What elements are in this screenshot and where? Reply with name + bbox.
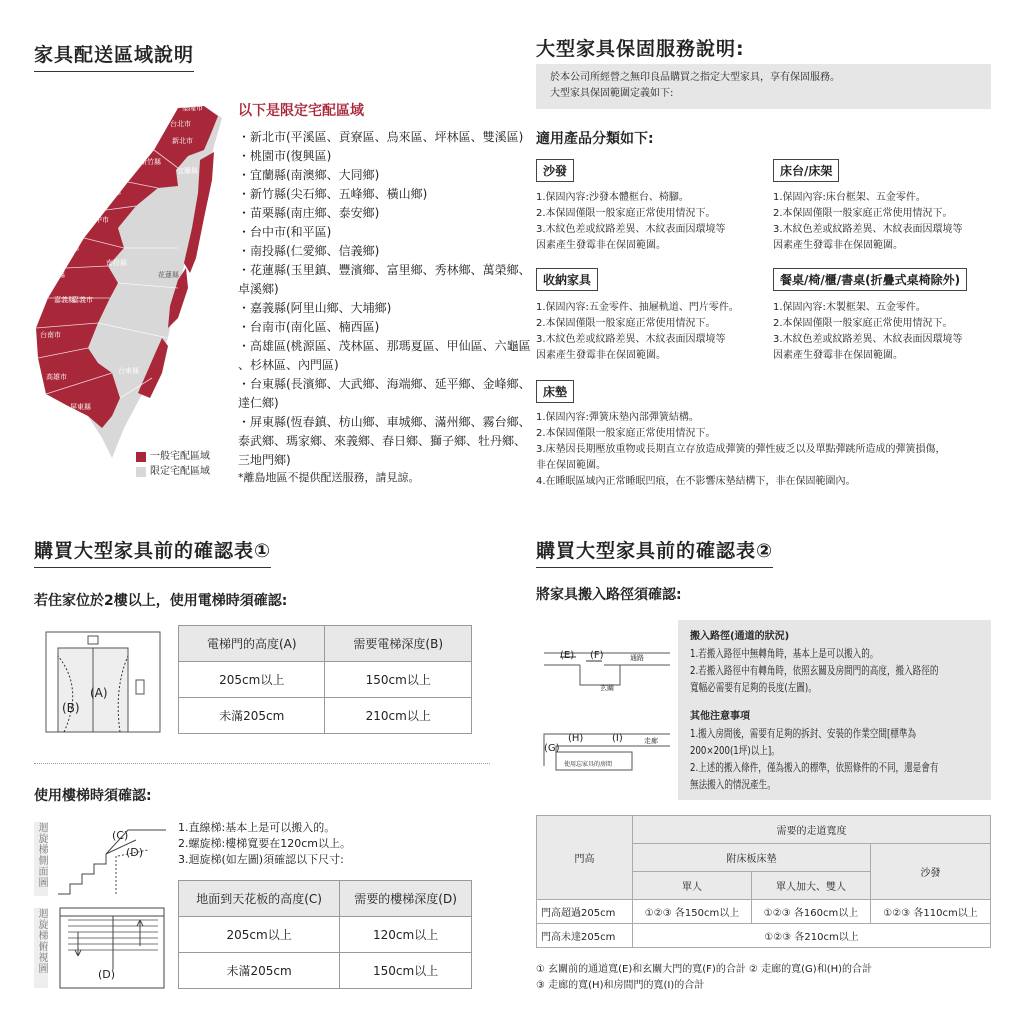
elevator-label-b: (B) (62, 701, 80, 715)
elevator-heading: 若住家位於2樓以上，使用電梯時須確認: (34, 593, 288, 609)
elevator-table-header: 需要電梯深度(B) (325, 626, 472, 662)
warranty-line: 因素產生發霉非在保固範圍。 (773, 350, 903, 361)
single-header: 單人 (633, 872, 752, 900)
path-label-g: (G) (544, 743, 560, 754)
other-notes-title: 其他注意事項 (690, 711, 750, 722)
stairs-table-cell: 120cm以上 (340, 917, 472, 953)
warranty-intro-line: 於本公司所經營之無印良品購買之指定大型家具，享有保固服務。 (550, 72, 840, 83)
elevator-table (178, 625, 472, 734)
warranty-line: 因素產生發霉非在保固範圍。 (536, 350, 666, 361)
stairs-heading: 使用樓梯時須確認: (34, 788, 152, 804)
corridor-cell: ①②③ 各160cm以上 (752, 900, 871, 924)
map-label-changhua: 彰化縣 (58, 244, 79, 252)
delivery-item: 三地門鄉) (238, 453, 291, 467)
map-label-chiayi-county: 嘉義縣 (54, 296, 75, 304)
corridor-footnotes (536, 962, 872, 994)
warranty-line: 4.在睡眠區域內正常睡眠凹痕，在不影響床墊結構下，非在保固範圍內。 (536, 476, 856, 487)
corridor-width-header: 需要的走道寬度 (633, 816, 991, 844)
elevator-label-a: (A) (90, 686, 108, 700)
corridor-footnote: ① 玄關前的通道寬(E)和玄關大門的寬(F)的合計 ② 走廊的寬(G)和(H)的合計 (536, 964, 873, 975)
map-label-newtaipei: 新北市 (172, 137, 193, 145)
map-label-tainan: 台南市 (40, 331, 61, 339)
legend-limited: 限定宅配區域 (150, 466, 210, 477)
stairs-label-d: (D) (126, 846, 144, 859)
path-label-f: (F) (590, 650, 604, 661)
double-header: 單人加大、雙人 (752, 872, 871, 900)
delivery-item: ・屏東縣(恆春鎮、枋山鄉、車城鄉、滿州鄉、霧台鄉、 (238, 415, 531, 429)
door-cell: 門高超過205cm (537, 900, 633, 924)
stairs-side-label-bg (34, 822, 48, 896)
map-label-taipei: 台北市 (170, 120, 191, 128)
stairs-note: 2.螺旋梯:樓梯寬要在120cm以上。 (178, 837, 351, 850)
section-divider (34, 763, 490, 764)
delivery-item: ・高雄區(桃源區、茂林區、那瑪夏區、甲仙區、六龜區 (238, 339, 531, 353)
warranty-line: 因素產生發霉非在保固範圍。 (536, 240, 666, 251)
warranty-intro-box (536, 64, 991, 109)
warranty-line: 3.木紋色差或紋路差異、木紋表面因環境等 (536, 224, 726, 235)
path-label-e: (E) (560, 650, 575, 661)
bed-lines (773, 190, 963, 254)
warranty-line: 2.本保固僅限一般家庭正常使用情況下。 (536, 208, 716, 219)
warranty-line: 1.保固內容:沙發本體框台、椅腳。 (536, 192, 689, 203)
delivery-subtitle: 以下是限定宅配區域 (238, 103, 364, 119)
mattress-header: 附床板床墊 (633, 844, 871, 872)
warranty-line: 2.本保固僅限一般家庭正常使用情況下。 (536, 318, 716, 329)
warranty-line: 2.本保固僅限一般家庭正常使用情況下。 (773, 208, 953, 219)
map-label-chiayi-city: 嘉義市 (72, 296, 93, 304)
map-label-yilan: 宜蘭縣 (177, 167, 198, 175)
corridor-footnote: ③ 走廊的寬(H)和房間門的寬(I)的合計 (536, 980, 705, 991)
warranty-line: 2.本保固僅限一般家庭正常使用情況下。 (773, 318, 953, 329)
checklist1-title: 購買大型家具前的確認表① (34, 536, 271, 568)
warranty-line: 1.保固內容:彈簧床墊內部彈簧結構。 (536, 412, 699, 423)
path-notes-box (678, 620, 991, 800)
corridor-cell: ①②③ 各210cm以上 (633, 924, 991, 948)
delivery-item: ・台中市(和平區) (238, 225, 332, 239)
delivery-item: ・宜蘭縣(南澳鄉、大同鄉) (238, 168, 380, 182)
tag-storage: 收納家具 (536, 268, 598, 291)
warranty-intro-line: 大型家具保固範圍定義如下: (550, 88, 674, 99)
other-note: 200×200(1坪)以上]。 (690, 744, 780, 757)
delivery-item: ・桃園市(復興區) (238, 149, 332, 163)
category-heading: 適用產品分類如下: (536, 131, 654, 147)
warranty-line: 1.保固內容:床台框架、五金零件。 (773, 192, 926, 203)
warranty-line: 3.木紋色差或紋路差異、木紋表面因環境等 (773, 334, 963, 345)
corridor-cell: ①②③ 各150cm以上 (633, 900, 752, 924)
delivery-item: ・台東縣(長濱鄉、大武鄉、海端鄉、延平鄉、金峰鄉、 (238, 377, 531, 391)
stairs-note: 1.直線梯:基本上是可以搬入的。 (178, 821, 336, 834)
delivery-item: ・新北市(平溪區、貢寮區、烏來區、坪林區、雙溪區) (238, 130, 524, 144)
stairs-top-label-d: (D) (98, 968, 116, 981)
tag-mattress: 床墊 (536, 380, 574, 403)
stairs-table (178, 880, 472, 989)
delivery-item: ・台南市(南化區、楠西區) (238, 320, 380, 334)
legend-swatch-general (136, 452, 146, 462)
legend-swatch-limited (136, 467, 146, 477)
stairs-table-cell: 150cm以上 (340, 953, 472, 989)
map-label-taoyuan: 桃園市 (136, 135, 157, 143)
stairs-label-c: (C) (112, 829, 129, 842)
table-lines (773, 300, 963, 364)
warranty-line: 2.本保固僅限一般家庭正常使用情況下。 (536, 428, 716, 439)
map-label-kaohsiung: 高雄市 (46, 373, 67, 381)
stairs-table-header: 地面到天花板的高度(C) (179, 881, 340, 917)
map-label-miaoli: 苗栗縣 (100, 188, 121, 196)
other-note: 無法搬入的情況產生。 (690, 778, 776, 791)
warranty-line: 1.保固內容:五金零件、抽屜軌道、門片零件。 (536, 302, 739, 313)
stairs-side-label: 迴旋梯側面圖 (36, 822, 47, 888)
delivery-note: *離島地區不提供配送服務，請見諒。 (238, 471, 420, 484)
path-heading: 將家具搬入路徑須確認: (536, 587, 682, 603)
stairs-top-label: 迴旋梯俯視圖 (36, 908, 47, 974)
warranty-line: 1.保固內容:木製框架、五金零件。 (773, 302, 926, 313)
storage-lines (536, 300, 739, 364)
corridor-cell: ①②③ 各110cm以上 (871, 900, 991, 924)
map-label-hsinchu-county: 新竹縣 (140, 158, 161, 166)
door-height-header: 門高 (537, 816, 633, 900)
delivery-item: ・新竹縣(尖石鄉、五峰鄉、橫山鄉) (238, 187, 428, 201)
path-note: 1.若搬入路徑中無轉角時，基本上是可以搬入的。 (690, 647, 879, 660)
delivery-item: ・花蓮縣(玉里鎮、豐濱鄉、富里鄉、秀林鄉、萬榮鄉、 (238, 263, 531, 277)
stairs-notes (178, 820, 351, 868)
delivery-list (238, 128, 531, 470)
tag-table: 餐桌/椅/櫃/書桌(折疊式桌椅除外) (773, 268, 967, 291)
door-cell: 門高未達205cm (537, 924, 633, 948)
map-label-yunlin: 雲林縣 (44, 271, 65, 279)
sofa-header: 沙發 (871, 844, 991, 900)
stairs-table-cell: 未滿205cm (179, 953, 340, 989)
map-label-pingtung: 屏東縣 (70, 403, 91, 411)
elevator-table-cell: 150cm以上 (325, 662, 472, 698)
corridor-table (536, 815, 991, 948)
taiwan-map (28, 98, 238, 468)
stairs-table-header: 需要的樓梯深度(D) (340, 881, 472, 917)
sofa-lines (536, 190, 726, 254)
elevator-table-header: 電梯門的高度(A) (179, 626, 325, 662)
legend-general: 一般宅配區域 (150, 451, 210, 462)
path-label-hall: 走廊 (644, 737, 658, 745)
map-label-taichung: 台中市 (88, 216, 109, 224)
warranty-line: 因素產生發霉非在保固範圍。 (773, 240, 903, 251)
map-label-keelung: 基隆市 (182, 104, 203, 112)
mattress-lines (536, 410, 946, 490)
delivery-item: 、杉林區、內門區) (238, 358, 339, 372)
delivery-item: ・嘉義縣(阿里山鄉、大埔鄉) (238, 301, 392, 315)
delivery-item: ・苗栗縣(南庄鄉、泰安鄉) (238, 206, 380, 220)
path-note: 寬幅必需要有足夠的長度(左圖)。 (690, 681, 817, 694)
path-note: 2.若搬入路徑中有轉角時，依照玄關及房間門的高度，搬入路徑的 (690, 664, 939, 677)
delivery-item: 達仁鄉) (238, 396, 279, 410)
warranty-title: 大型家具保固服務說明: (536, 38, 745, 60)
stairs-top-label-bg (34, 908, 48, 988)
path-label-i: (I) (612, 733, 623, 744)
warranty-line: 3.木紋色差或紋路差異、木紋表面因環境等 (773, 224, 963, 235)
path-notes-title: 搬入路徑(通道的狀況) (690, 631, 790, 642)
path-label-room: 使用忘家具的房間 (564, 761, 613, 768)
map-label-hsinchu-city: 新竹市 (120, 158, 141, 166)
stairs-table-cell: 205cm以上 (179, 917, 340, 953)
elevator-table-cell: 210cm以上 (325, 698, 472, 734)
tag-bed: 床台/床架 (773, 159, 839, 182)
elevator-figure (44, 628, 164, 738)
map-label-hualien: 花蓮縣 (158, 271, 179, 279)
map-label-taitung: 台東縣 (118, 367, 139, 375)
path-label-entrance: 玄關 (600, 684, 614, 692)
other-note: 1.搬入房間後，需要有足夠的拆封、安裝的作業空間[標準為 (690, 727, 917, 740)
elevator-table-cell: 未滿205cm (179, 698, 325, 734)
warranty-line: 3.木紋色差或紋路差異、木紋表面因環境等 (536, 334, 726, 345)
elevator-table-cell: 205cm以上 (179, 662, 325, 698)
delivery-item: ・南投縣(仁愛鄉、信義鄉) (238, 244, 380, 258)
tag-sofa: 沙發 (536, 159, 574, 182)
map-label-nantou: 南投縣 (106, 259, 127, 267)
delivery-item: 泰武鄉、瑪家鄉、來義鄉、春日鄉、獅子鄉、牡丹鄉、 (238, 434, 527, 448)
path-label-h: (H) (568, 733, 584, 744)
warranty-line: 非在保固範圍。 (536, 460, 606, 471)
path-label-corridor: 通路 (630, 654, 644, 662)
delivery-item: 卓溪鄉) (238, 282, 279, 296)
other-note: 2.上述的搬入條件，僅為搬入的標準，依照條件的不同，還是會有 (690, 761, 939, 774)
delivery-title: 家具配送區域說明 (34, 40, 194, 72)
stairs-note: 3.迴旋梯(如左圖)須確認以下尺寸: (178, 853, 344, 866)
checklist2-title: 購買大型家具前的確認表② (536, 536, 773, 568)
warranty-line: 3.床墊因長期壓放重物或長期直立存放造成彈簧的彈性疲乏以及單點彈跳所造成的彈簧損傷， (536, 444, 946, 455)
